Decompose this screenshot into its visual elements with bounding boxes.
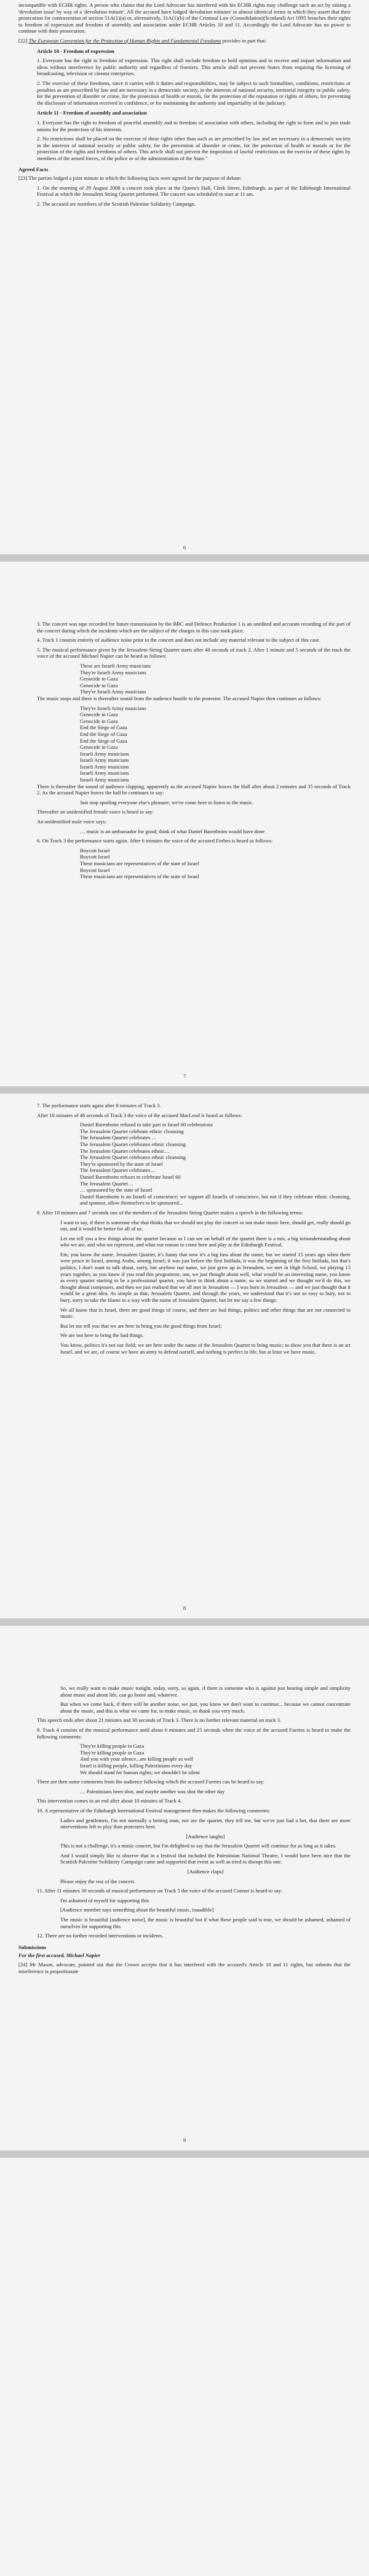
chant-line: Daniel Barenboim is an Israeli of conscience; we support all Israelis of conscience, but not if they celebrate ethnic cleansing, and sponsor, allow themselves to be sponsored...: [80, 1193, 351, 1206]
article-11-title: Article 11 - Freedom of assembly and association: [37, 110, 147, 116]
chant-line: Israel is killing people, killing Palestinians every day: [80, 1762, 192, 1769]
chant-line: Daniel Barenboim refused to take part in Israel 60 celebrations: [80, 1121, 213, 1128]
speech-paragraph: Em, you know the name, Jerusalem Quartet, it's funny that now it's a big fuss about the name, but we started 15 years ago when there were peace in Israel, among Arabs, among Israel; it was just before the first Intifada, it was the beginning of the first Intifada, but that's politics, I don't want to talk about, sorry, but anyhow our name, we just grew up in Jerusalem, we met in High School, we playing 15 years together, as you know if you read this programme, um, we just thought about well, what would be an interesting name, you know as every quartet starting to be a professional quartet, you have to think about a name, so we started and we thought we'd do this, we thought about composers, and then we just realised that we all met in Jerusalem — I was born in Jerusalem — and we just thought that it would be a great idea. As simple as that, Jerusalem Quartet, and through the years, we understood that it's not so easy to bury, not to bury, sorry to take the blame in a way with the name of Jerusalem Quartet, but let me say a few things:: [60, 1251, 351, 1304]
document-page-7: [0, 562, 369, 1086]
agreed-fact-12: 12. There are no further recorded interventions or incidents.: [37, 1932, 164, 1939]
male-voice-remark: … music is an ambassador for good; think of what Daniel Barenboim would have done: [80, 828, 265, 834]
agreed-facts-list: [18, 185, 351, 208]
chant-line: Israeli Army musicians: [80, 757, 129, 764]
paragraph-24: [24] Mr Mason, advocate, pointed out that the Crown accepts that it has interfered with the accused's Article 10 and 11 rights, but submits that the interference is proportionate: [18, 1961, 351, 1974]
speech-paragraph: You know, politics it's not our field; we are here under the name of the Jerusalem Quartet to bring music; to show you that there is an art Israel, and we are, of course we have an army to defend ourself, and nothing is perfect in life, but at least we have music.: [60, 1342, 351, 1355]
chant-line: Israeli Army musicians: [80, 763, 129, 770]
page-number: 6: [183, 544, 186, 551]
document-page-6: [0, 0, 369, 554]
agreed-fact-5b: The music stops and there is thereafter sound from the audience hostile to the protestor. The accused Napier then continues as follows:: [37, 695, 322, 701]
agreed-facts-continued: [18, 1626, 351, 1939]
speech-paragraph: Ladies and gentlemen, I'm not normally a betting man, nor are the quartet, they tell me, but we've just had a bet, that there are more interventions left to play than protesters here.: [60, 1817, 351, 1830]
audience-reaction: [Audience laughs]: [186, 1833, 225, 1839]
quartet-speech: [37, 1219, 351, 1355]
chant-line: The Jerusalem Quartet celebrates ethnic cleansing: [80, 1154, 186, 1161]
chant-line: Daniel Barenboim refuses to celebrate Israel 60: [80, 1173, 181, 1180]
agreed-fact-5: 5. The musical performance given by the Jerusalem String Quartet starts after 40 seconds of track 2. After 1 minute and 5 seconds of the track the voice of the accused Michael Napier can be heard as follows:: [37, 646, 351, 660]
chant-line: These musicians are representatives of the state of Israel: [80, 873, 199, 880]
chant-line: Genocide in Gaza: [80, 711, 118, 718]
speech-paragraph: And I would simply like to observe that in a festival that included the Palestinian National Theatre, I would have been nice that the Scottish Palestine Solidarity Campaign came and supported that event as well as tried to disrupt this one.: [60, 1852, 351, 1865]
speech-paragraph: I'm ashamed of myself for supporting this.: [60, 1897, 150, 1904]
agreed-fact-9d: This intervention comes to an end after about 10 minutes of Track 4.: [37, 1798, 182, 1804]
speech-paragraph: We all know that in Israel, there are good things of course, and there are bad things, politics and other things that are not connected to music.: [60, 1306, 351, 1320]
page-number: 9: [183, 2137, 186, 2143]
speech-paragraph: Please enjoy the rest of the concert.: [60, 1878, 135, 1884]
document-page-9: [0, 1626, 369, 2150]
article-11-1: 1. Everyone has the right to freedom of peaceful assembly and to freedom of association with others, including the right to form and to join trade unions for the protection of his interests.: [37, 119, 351, 132]
agreed-fact-2: 2. The accused are members of the Scottish Palestine Solidarity Campaign.: [37, 200, 196, 207]
chant-line: The Jerusalem Quartet celebrate ethnic cleansing: [80, 1128, 184, 1134]
macleod-chant: [37, 1121, 351, 1206]
chant-line: They're killing people in Gaza: [80, 1743, 145, 1750]
fuertes-remark: … Palestinians been shot, and maybe another was shot the other day: [80, 1788, 225, 1795]
chant-line: The Jerusalem Quartet…: [80, 1180, 133, 1187]
chant-line: End the Siege of Gaza: [80, 724, 127, 731]
article-11-2: 2. No restrictions shall be placed on the exercise of these rights other than such as are prescribed by law and are necessary in a democratic society in the interests of national security or public safety, for the prevention of disorder or crime, for the protection of health or morals or for the protection of the rights and freedoms of others. This article shall not prevent the imposition of lawful restrictions on the exercise of these rights by members of the armed forces, of the police or of the administration of the State.": [37, 135, 351, 161]
speech-end-note: This speech ends after about 21 minutes and 30 seconds of Track 3. There is no further relevant material on track 3.: [37, 1717, 282, 1724]
chant-line: The Jerusalem Quartet celebrates ethnic cleansing: [80, 1141, 186, 1147]
article-10-2: 2. The exercise of these freedoms, since it carries with it duties and responsibilities, may be subject to such formalities, conditions, restrictions or penalties as are prescribed by law and are necessary in a democratic society, in the interests of national security, territorial integrity or public safety, for the prevention of disorder or crime, for the protection of health or morals, for the protection of the reputation or rights of others, for preventing the disclosure of information received in confidence, or for maintaining the authority and impartiality of the judiciary.: [37, 79, 351, 106]
speech-paragraph: We are not here to bring the bad things.: [60, 1332, 144, 1339]
page-number: 7: [183, 1073, 186, 1079]
chant-line: Genocide in Gaza: [80, 682, 118, 688]
agreed-fact-7b: After 16 minutes of 46 seconds of Track 3 the voice of the accused MacLeod is heard as follows:: [37, 1112, 242, 1118]
agreed-fact-9: 9. Track 4 consists of the musical performance until about 6 minutes and 25 seconds when the voice of the accused Fuertes is heard to make the following comments:: [37, 1726, 351, 1740]
audience-reaction: [Audience claps]: [187, 1868, 224, 1875]
fuertes-chant: [37, 1743, 351, 1775]
article-10-title: Article 10 - Freedom of expression: [37, 47, 114, 54]
speech-paragraph: The music is beautiful [audience noise], the music is beautiful but if what these people said is true, we should be ashamed, ashamed of ourselves for supporting this: [60, 1916, 351, 1929]
chant-line: They're Israeli Army musicians: [80, 705, 146, 711]
speech-paragraph: This is not a challenge, it's a music concert, but I'm delighted to say that the Jerusalem Quartet will continue for as long as it takes.: [60, 1843, 336, 1849]
chant-line: They're killing people in Gaza: [80, 1749, 145, 1756]
chant-line: Genocide in Gaza: [80, 744, 118, 751]
chant-line: These are Israeli Army musicians: [80, 662, 151, 669]
agreed-fact-7: 7. The performance starts again after 8 minutes of Track 3.: [37, 1102, 161, 1108]
quartet-speech-continued: [37, 1685, 351, 1714]
agreed-fact-4: 4. Track 1 consists entirely of audience noise prior to the concert and does not include any material relevant to the subject of this case.: [37, 637, 321, 644]
chant-line: The Jerusalem Quartet celebrates ethnic…: [80, 1147, 170, 1154]
chant-line: Boycott Israel: [80, 854, 110, 860]
agreed-fact-1: 1. On the morning of 29 August 2008 a concert took place at the Queen's Hall, Clerk Street, Edinburgh, as part of the Edinburgh International Festival at which the Jerusalem String Quartet performed. The concert was scheduled to start at 11 am.: [37, 184, 351, 198]
chant-line: Israeli Army musicians: [80, 777, 129, 783]
convention-title: The European Convention for the Protection of Human Rights and Fundamental Freedoms: [28, 37, 221, 44]
chant-line: The Jerusalem Quartet celebrates…: [80, 1167, 156, 1174]
agreed-fact-10: 10. A representative of the Edinburgh International Festival management then makes the following comments:: [37, 1807, 271, 1814]
chant-line: They're Israeli Army musicians: [80, 669, 146, 676]
napier-exit-remark: Just stop spoiling everyone else's pleasure; we've come here to listen to the music.: [80, 799, 254, 806]
paragraph-23: [23] The parties lodged a joint minute in which the following facts were agreed for the purpose of debate:: [18, 175, 242, 182]
document-page-8: [0, 1094, 369, 1618]
napier-chant-2: [37, 705, 351, 783]
connor-remarks: [37, 1897, 351, 1929]
document-page-blank: [0, 2158, 369, 2576]
agreed-fact-8: 8. After 18 minutes and 7 seconds one of the members of the Jerusalem String Quartet makes a speech in the following terms:: [37, 1209, 303, 1216]
agreed-fact-3: 3. The concert was tape recorded for future transmission by the BBC and Defence Production 1 is an unedited and accurate recording of the part of the concert during which the incidents which are the subject of the charges in this case took place.: [37, 621, 351, 634]
agreed-fact-11: 11. After 11 minutes 30 seconds of musical performance on Track 5 the voice of the accused Connor is heard to say:: [37, 1888, 283, 1894]
chant-line: … sponsored by the state of Israel: [80, 1187, 153, 1193]
management-speech: [37, 1817, 351, 1885]
napier-chant-1: [37, 663, 351, 695]
forbes-chant: [37, 847, 351, 880]
chant-line: We should stand for human rights; we shouldn't be silent: [80, 1769, 200, 1775]
agreed-fact-6: 6. On Track 3 the performance starts again. After 6 minutes the voice of the accused Forbes is heard as follows:: [37, 838, 273, 844]
agreed-fact-9b: There are then some comments from the audience following which the accused Fuertes can be heard to say:: [37, 1779, 265, 1785]
chant-line: End the Siege of Gaza: [80, 737, 127, 744]
agreed-fact-5c: There is thereafter the sound of audience clapping, apparently as the accused Napier leaves the Hall after about 2 minutes and 35 seconds of Track 2. As the accused Napier leaves the hall he continues to say:: [37, 783, 351, 796]
page-number: 8: [183, 1605, 186, 1611]
chant-line: These musicians are representatives of the state of Israel: [80, 860, 199, 866]
agreed-fact-5e: Thereafter an unidentified female voice is heard to say:: [37, 809, 154, 815]
speech-paragraph: So, we really want to make music tonight, today, sorry, so again, if there is someone who is against just hearing simple and simplicity about music and about life, can go home and, whatever.: [60, 1685, 351, 1698]
article-10-1: 1. Everyone has the right to freedom of expression. This right shall include freedom to hold opinions and to receive and impart information and ideas without interference by public authority and regardless of frontiers. This article shall not prevent States from requiring the licensing of broadcasting, television or cinema enterprises.: [37, 57, 351, 77]
chant-line: And you with your silence...are killing people as well: [80, 1756, 194, 1762]
audience-reaction: [Audience member says something about the beautiful music, inaudible]: [60, 1907, 214, 1913]
first-accused-heading: For the first accused, Michael Napier: [18, 1952, 101, 1959]
speech-paragraph: I want to say, if there is someone else that thinks that we should not play the concert or not make music here, should get, really should go out, and it would be better for all of us.: [60, 1219, 351, 1232]
chant-line: They're Israeli Army musicians: [80, 688, 146, 695]
chant-line: Israeli Army musicians: [80, 750, 129, 757]
intro-paragraph: incompatible with ECHR rights. A person who claims that the Lord Advocate has interfered with his ECHR rights may challenge such an act by raising a 'devolution issue' by way of a 'devolution minute'. All the accused have lodged 'devolution minutes' in almost identical terms in which they assert that their prosecution for contravention of section 51A(1)(a) or, alternatively, 31A(1)(b) of the Criminal Law (Consolidation)(Scotland) Act 1995 breaches their rights to freedom of expression and freedom of assembly and association under ECHR Articles 10 and 11. Accordingly the Lord Advocate has no power to continue with their prosecution.: [18, 2, 351, 34]
paragraph-22: [22] The European Convention for the Protection of Human Rights and Fundamental Freedoms provides in part that:: [18, 37, 266, 44]
chant-line: End the Siege of Gaza: [80, 730, 127, 737]
convention-quote: [18, 48, 351, 162]
speech-paragraph: But when we come back, if there will be another noise, we just, you know we don't want to continue... because we cannot concentrate about the music, and this is what we came for, to make music, so thank you very much.: [60, 1701, 351, 1714]
speech-paragraph: Let me tell you a few things about the quartet because as I can see on behalf of the quartet there is a mis, a big misunderstanding about who we are, and who we represent, and what our reason to come here and play at the Edinburgh Festival.: [60, 1235, 351, 1248]
agreed-fact-5f: An unidentified male voice says:: [37, 818, 107, 825]
chant-line: Boycott Israel: [80, 866, 110, 873]
speech-paragraph: But let me tell you that we are here to bring you the good things from Israel;: [60, 1322, 222, 1329]
chant-line: Genocide in Gaza: [80, 676, 118, 682]
chant-line: The Jerusalem Quartet celebrates …: [80, 1134, 157, 1141]
submissions-heading: Submissions: [18, 1944, 47, 1950]
chant-line: Genocide in Gaza: [80, 717, 118, 724]
chant-line: Boycott Israel: [80, 847, 110, 854]
chant-line: Israeli Army musicians: [80, 770, 129, 777]
chant-line: They're sponsored by the state of Israel: [80, 1160, 163, 1167]
agreed-facts-heading: Agreed Facts: [18, 166, 49, 173]
agreed-facts-continued: [18, 562, 351, 880]
agreed-facts-continued: [18, 1094, 351, 1355]
